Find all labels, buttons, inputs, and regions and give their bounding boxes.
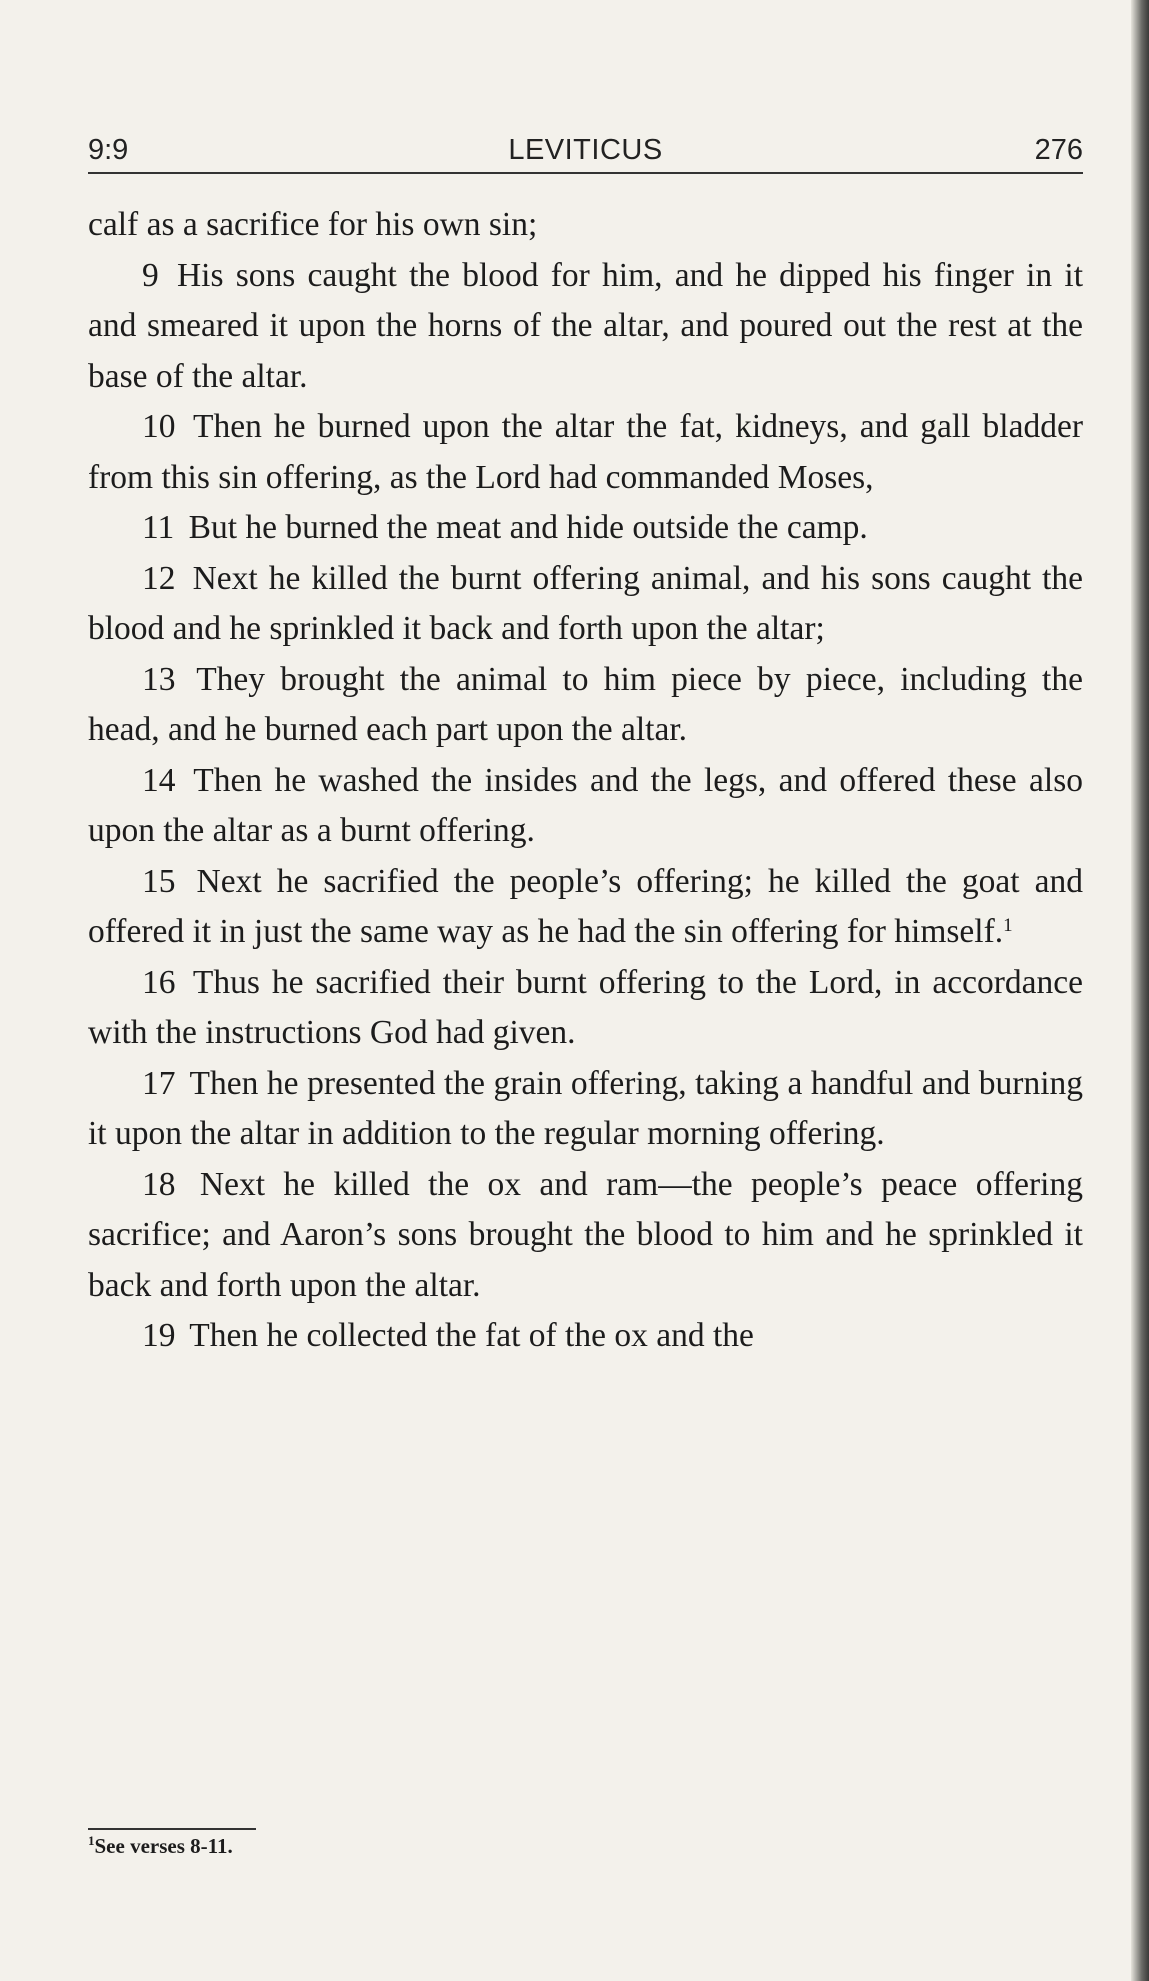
verse-text: They brought the animal to him piece by piece, including the head, and he burned each part upon the altar. [88, 660, 1083, 748]
verse-text: His sons caught the blood for him, and he dipped his finger in it and smeared it upon the horns of the altar, and poured out the rest at the base of the altar. [88, 256, 1084, 395]
verse-text: Thus he sacrified their burnt offering to the Lord, in accordance with the instructions God had given. [88, 963, 1083, 1051]
verse-number: 16 [142, 963, 176, 1001]
verse-text: But he burned the meat and hide outside the camp. [188, 509, 868, 546]
verse-text: Then he burned upon the altar the fat, kidneys, and gall bladder from this sin offering, as the Lord had commanded Moses, [88, 408, 1084, 496]
verse-text: Then he collected the fat of the ox and the [189, 1317, 754, 1354]
verse [88, 857, 1083, 958]
footnote-mark: 1 [88, 1833, 95, 1848]
header-rule [88, 172, 1083, 174]
verse-text: Then he presented the grain offering, taking a handful and burning it upon the altar in addition to the regular morning offering. [88, 1064, 1083, 1152]
verse [88, 503, 1083, 554]
verse-text: Next he sacrified the people’s offering; he killed the goat and offered it in just the same way as he had the sin offering for himself. [88, 862, 1084, 950]
verse-number: 17 [142, 1064, 176, 1102]
page-number: 276 [1034, 134, 1083, 166]
verse [88, 402, 1083, 503]
book-title: LEVITICUS [508, 134, 663, 166]
opening-line: calf as a sacrifice for his own sin; [88, 206, 538, 243]
verse-number: 13 [142, 660, 176, 698]
verse [88, 756, 1083, 857]
verse [88, 1059, 1083, 1160]
page-edge-shadow [1131, 0, 1149, 1981]
verse-number: 19 [142, 1317, 176, 1354]
chapter-verse-ref: 9:9 [88, 134, 129, 166]
footnote [88, 1834, 233, 1859]
verse [88, 251, 1083, 403]
verse-text: Next he killed the ox and ram—the people’s peace offering sacrifice; and Aaron’s sons brought the blood to him and he sprinkled it back and forth upon the altar. [88, 1165, 1083, 1304]
footnote-rule [88, 1828, 256, 1830]
verse [88, 655, 1083, 756]
verse [88, 1311, 1083, 1362]
footnote-text: See verses 8-11. [94, 1834, 233, 1858]
running-header [88, 130, 1083, 174]
verse-number: 18 [142, 1165, 176, 1203]
verse-number: 9 [142, 256, 159, 294]
verse-text: Next he killed the burnt offering animal, and his sons caught the blood and he sprinkled it back and forth upon the altar; [88, 559, 1083, 647]
verse [88, 958, 1083, 1059]
footnote-marker[interactable]: 1 [1003, 915, 1013, 936]
verse [88, 554, 1083, 655]
verse-number: 15 [142, 862, 176, 900]
verse-text: Then he washed the insides and the legs, and offered these also upon the altar as a burnt offering. [88, 761, 1083, 849]
verse-number: 12 [142, 559, 176, 597]
verse-number: 10 [142, 408, 176, 445]
verse-number: 14 [142, 761, 176, 799]
scripture-text [88, 200, 1083, 1362]
verse-number: 11 [142, 509, 175, 546]
verse [88, 1160, 1083, 1312]
